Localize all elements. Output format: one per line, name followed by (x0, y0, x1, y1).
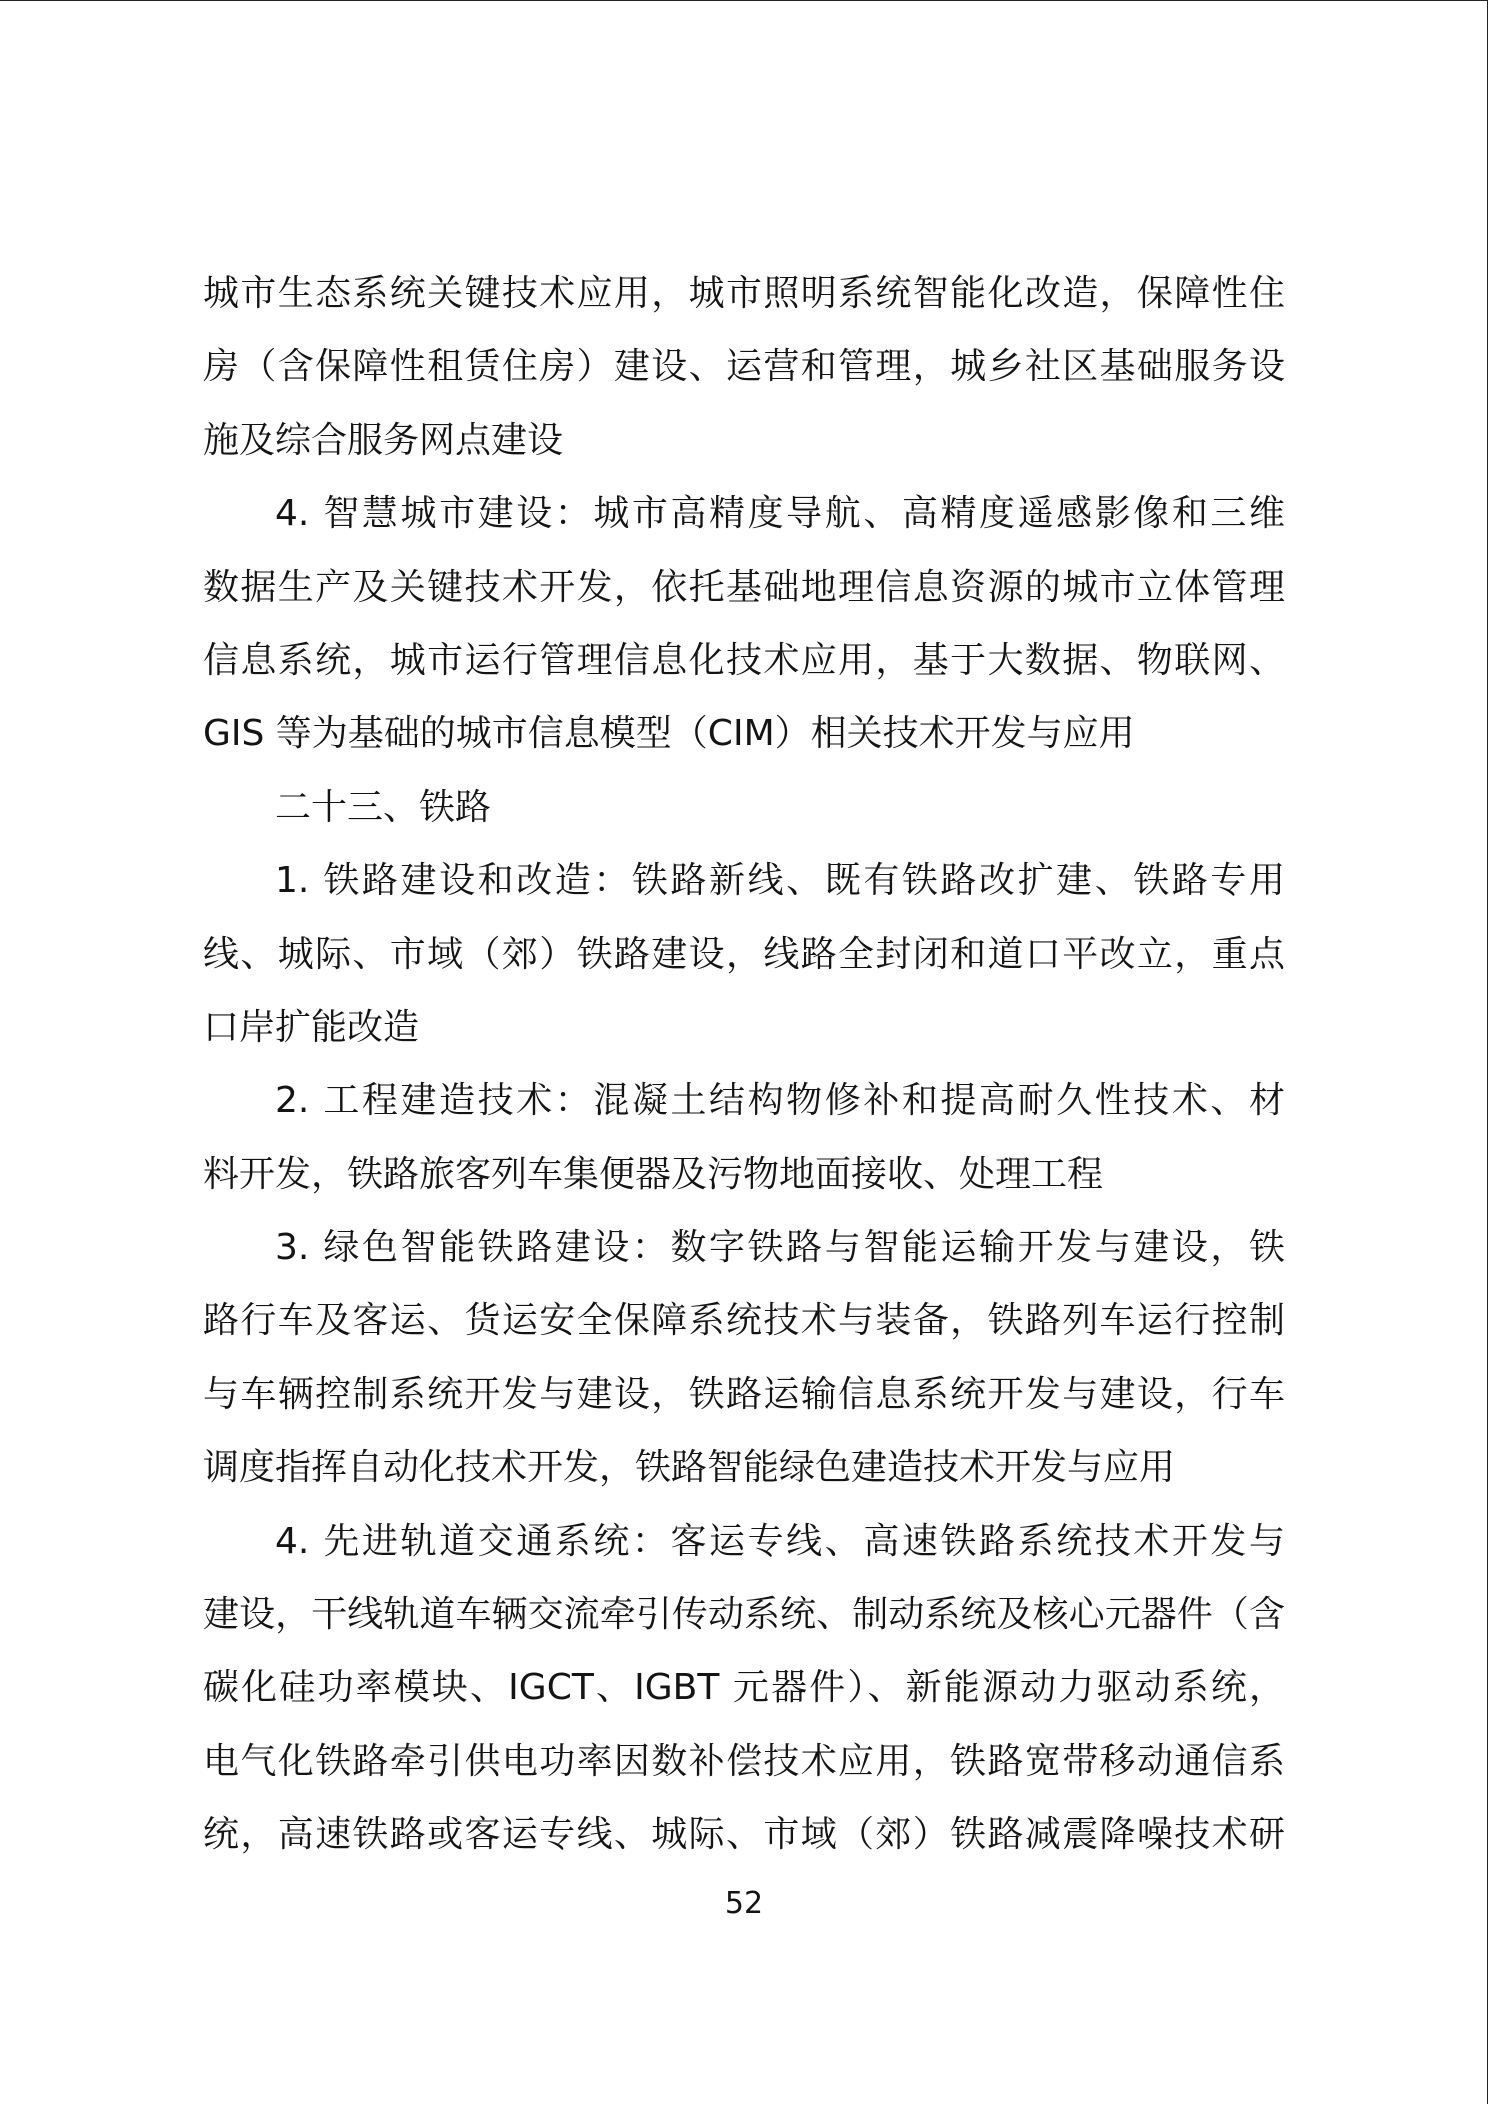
text-line: 施及综合服务网点建设 (203, 419, 564, 461)
text-line: 路行车及客运、货运安全保障系统技术与装备，铁路列车运行控制 (203, 1300, 1285, 1342)
text-line: 统，高速铁路或客运专线、城际、市域（郊）铁路减震降噪技术研 (203, 1814, 1285, 1856)
text-line: 房（含保障性租赁住房）建设、运营和管理，城乡社区基础服务设 (203, 346, 1285, 388)
text-line: 4. 智慧城市建设：城市高精度导航、高精度遥感影像和三维 (275, 493, 1285, 535)
text-line: 2. 工程建造技术：混凝土结构物修补和提高耐久性技术、材 (275, 1080, 1285, 1122)
text-line: 建设，干线轨道车辆交流牵引传动系统、制动系统及核心元器件（含 (203, 1594, 1285, 1636)
text-line: 3. 绿色智能铁路建设：数字铁路与智能运输开发与建设，铁 (275, 1227, 1285, 1269)
text-line: 1. 铁路建设和改造：铁路新线、既有铁路改扩建、铁路专用 (275, 860, 1285, 902)
text-line: 4. 先进轨道交通系统：客运专线、高速铁路系统技术开发与 (275, 1520, 1285, 1562)
page-number: 52 (724, 1886, 764, 1921)
text-line: 数据生产及关键技术开发，依托基础地理信息资源的城市立体管理 (203, 566, 1285, 608)
text-line: 碳化硅功率模块、IGCT、IGBT 元器件）、新能源动力驱动系统， (203, 1667, 1285, 1709)
text-line: 料开发，铁路旅客列车集便器及污物地面接收、处理工程 (203, 1153, 1104, 1195)
text-line: 调度指挥自动化技术开发，铁路智能绿色建造技术开发与应用 (203, 1447, 1176, 1489)
body-text (203, 257, 1285, 1872)
text-line: GIS 等为基础的城市信息模型（CIM）相关技术开发与应用 (203, 713, 1135, 755)
text-line: 信息系统，城市运行管理信息化技术应用，基于大数据、物联网、 (203, 639, 1285, 681)
text-line: 口岸扩能改造 (203, 1006, 420, 1048)
text-line: 二十三、铁路 (275, 786, 492, 828)
text-line: 线、城际、市域（郊）铁路建设，线路全封闭和道口平改立，重点 (203, 933, 1285, 975)
text-line: 城市生态系统关键技术应用，城市照明系统智能化改造，保障性住 (203, 273, 1285, 314)
text-line: 与车辆控制系统开发与建设，铁路运输信息系统开发与建设，行车 (203, 1373, 1285, 1415)
text-line: 电气化铁路牵引供电功率因数补偿技术应用，铁路宽带移动通信系 (203, 1740, 1285, 1782)
